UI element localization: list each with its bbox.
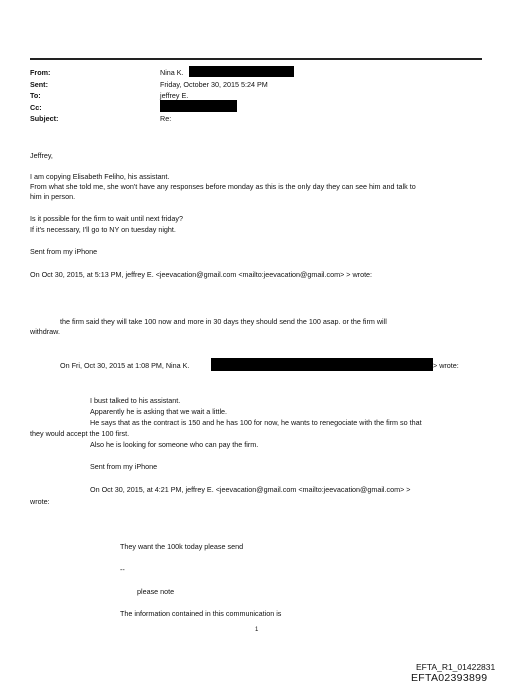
quote-line: withdraw. — [30, 327, 60, 336]
body-line: From what she told me, she won't have any responses before monday as this is the only day they can see him and talk to — [30, 182, 416, 191]
signature-line: Sent from my iPhone — [30, 247, 98, 256]
quote-line: They want the 100k today please send — [120, 542, 244, 551]
from-value: Nina K. — [160, 68, 184, 77]
header-rule — [30, 58, 482, 60]
quote-header-end: > wrote: — [433, 361, 459, 370]
page-number: 1 — [255, 627, 259, 633]
subject-label: Subject: — [30, 114, 59, 123]
quote-line: Apparently he is asking that we wait a little. — [90, 407, 228, 416]
to-label: To: — [30, 91, 41, 100]
quote-line: the firm said they will take 100 now and more in 30 days they should send the 100 asap. or the firm will — [60, 317, 387, 326]
redaction-block — [189, 66, 294, 77]
body-line: If it's necessary, I'll go to NY on tuesday night. — [30, 225, 176, 234]
signature-dash: -- — [120, 565, 125, 574]
redaction-block — [160, 100, 237, 112]
body-line: Is it possible for the firm to wait until next friday? — [30, 214, 183, 223]
bates-number: EFTA_R1_01422831 — [416, 662, 496, 672]
subject-value: Re: — [160, 114, 172, 123]
quote-header: On Oct 30, 2015, at 4:21 PM, jeffrey E. <jeevacation@gmail.com <mailto:jeevacation@gmail.com> > — [90, 485, 411, 494]
cc-label: Cc: — [30, 103, 42, 112]
bates-number: EFTA02393899 — [411, 672, 488, 684]
quote-header: On Oct 30, 2015, at 5:13 PM, jeffrey E. <jeevacation@gmail.com <mailto:jeevacation@gmail.com> > wrote: — [30, 270, 373, 279]
redaction-block — [211, 358, 433, 371]
quote-line: please note — [137, 587, 175, 596]
body-line: him in person. — [30, 192, 76, 201]
quote-header: On Fri, Oct 30, 2015 at 1:08 PM, Nina K. — [60, 361, 190, 370]
body-line: I am copying Elisabeth Feliho, his assistant. — [30, 172, 170, 181]
sent-value: Friday, October 30, 2015 5:24 PM — [160, 80, 268, 89]
quote-line: He says that as the contract is 150 and he has 100 for now, he wants to renegociate with the firm so that — [90, 418, 422, 427]
from-label: From: — [30, 68, 51, 77]
quote-line: The information contained in this communication is — [120, 609, 282, 618]
signature-line: Sent from my iPhone — [90, 462, 158, 471]
quote-line: they would accept the 100 first. — [30, 429, 130, 438]
quote-line: Also he is looking for someone who can pay the firm. — [90, 440, 259, 449]
quote-line: I bust talked to his assistant. — [90, 396, 181, 405]
quote-header-end: wrote: — [30, 497, 50, 506]
sent-label: Sent: — [30, 80, 48, 89]
greeting: Jeffrey, — [30, 151, 53, 160]
to-value: jeffrey E. — [160, 91, 189, 100]
